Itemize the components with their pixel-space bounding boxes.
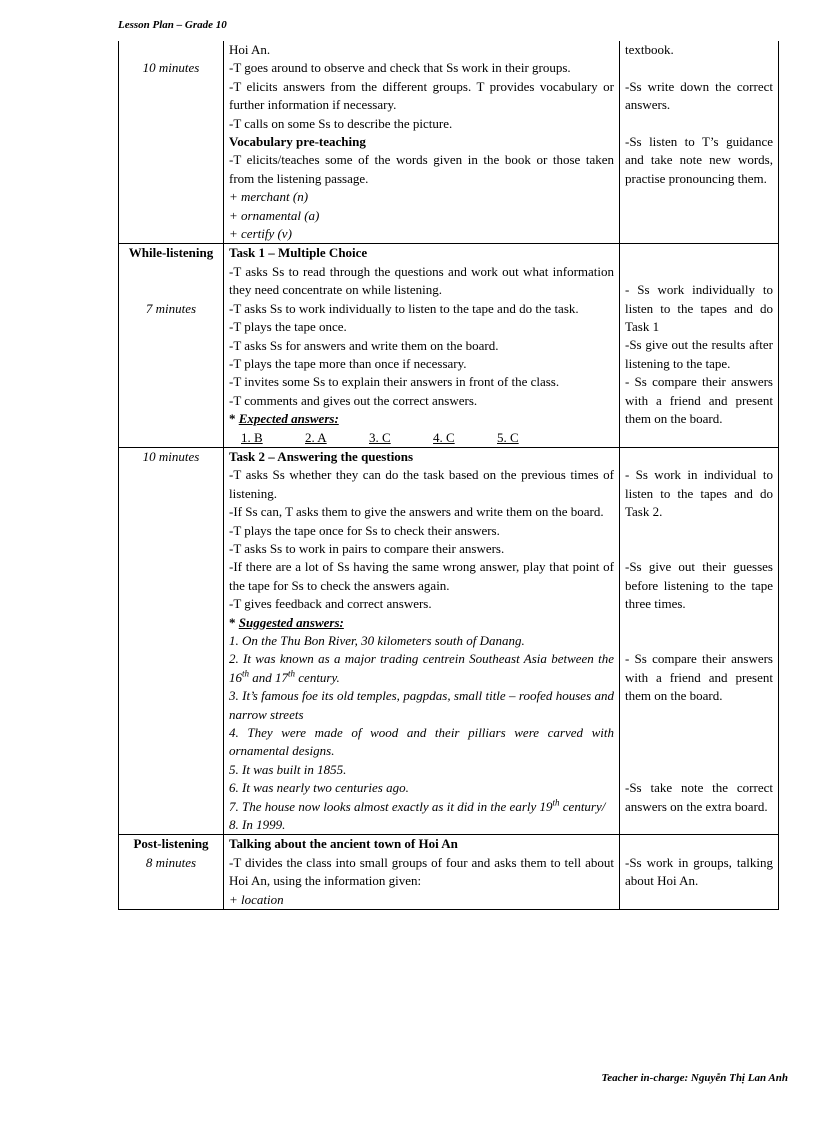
response-line: - Ss work individually to listen to the tapes and do Task 1 [625, 282, 773, 335]
response-line: -Ss take note the correct answers on the extra board. [625, 780, 773, 814]
activity-line: + location [229, 891, 284, 907]
activity-line: -T plays the tape once. [229, 319, 347, 335]
while-listening-task1-row [119, 244, 779, 447]
answer-item: 1. B [241, 429, 263, 445]
response-cell [620, 447, 779, 835]
suggested-answer: 1. On the Thu Bon River, 30 kilometers south of Danang. [229, 633, 525, 648]
section-heading: Vocabulary pre-teaching [229, 134, 366, 150]
response-line: -Ss give out their guesses before listening to the tape three times. [625, 559, 773, 612]
response-line: textbook. [625, 42, 674, 57]
suggested-answer: 6. It was nearly two centuries ago. [229, 780, 409, 796]
while-listening-task2-row [119, 447, 779, 835]
stage-name: Post-listening [133, 836, 209, 852]
activity-line: -T comments and gives out the correct answers. [229, 392, 478, 408]
answer-item: 5. C [497, 429, 519, 445]
activity-line: -T asks Ss to read through the questions and work out what information they need concentrate on while listening. [229, 263, 614, 298]
suggested-answer: 8. In 1999. [229, 817, 286, 833]
response-line: - Ss compare their answers with a friend and present them on the board. [625, 651, 773, 704]
response-line: -Ss work in groups, talking about Hoi An. [625, 854, 773, 889]
lesson-plan-table [118, 41, 779, 910]
suggested-answer: 4. They were made of wood and their pilliars were carved with ornamental designs. [229, 725, 614, 759]
stage-time: 7 minutes [145, 300, 197, 316]
stage-cell [119, 244, 224, 447]
activity-line: -T asks Ss for answers and write them on the board. [229, 337, 499, 353]
activity-line: -T plays the tape once for Ss to check their answers. [229, 522, 500, 538]
activity-line: Hoi An. [229, 42, 271, 57]
activity-line: -If there are a lot of Ss having the same wrong answer, play that point of the tape for Ss to check the answers again. [229, 559, 614, 593]
vocab-item: + certify (v) [229, 226, 292, 242]
activity-line: -If Ss can, T asks them to give the answers and write them on the board. [229, 504, 604, 520]
response-line: -Ss give out the results after listening to the tape. [625, 337, 773, 371]
vocab-item: + ornamental (a) [229, 207, 320, 223]
answer-item: 4. C [433, 429, 455, 445]
activity-line: -T goes around to observe and check that Ss work in their groups. [229, 60, 571, 76]
expected-answers [229, 429, 614, 447]
response-line: -Ss write down the correct answers. [625, 78, 773, 113]
task-title: Talking about the ancient town of Hoi An [229, 836, 458, 852]
response-cell [620, 244, 779, 447]
vocab-item: + merchant (n) [229, 189, 309, 205]
response-line: - Ss work in individual to listen to the tapes and do Task 2. [625, 467, 773, 520]
suggested-answer: 2. It was known as a major trading centrein Southeast Asia between the 16th and 17th century. [229, 651, 614, 685]
page-header: Lesson Plan – Grade 10 [118, 19, 227, 31]
response-line: -Ss listen to T’s guidance and take note new words, practise pronouncing them. [625, 134, 773, 186]
stage-cell [119, 41, 224, 244]
pre-listening-row [119, 41, 779, 244]
answer-item: 2. A [305, 429, 327, 445]
stage-cell [119, 835, 224, 910]
task-title: Task 2 – Answering the questions [229, 448, 414, 464]
response-cell [620, 835, 779, 910]
stage-time: 8 minutes [145, 854, 197, 870]
answer-item: 3. C [369, 429, 391, 445]
suggested-answer: 5. It was built in 1855. [229, 761, 347, 777]
suggested-answer: 7. The house now looks almost exactly as it did in the early 19th century/ [229, 797, 606, 814]
post-listening-row [119, 835, 779, 910]
activity-line: -T elicits/teaches some of the words given in the book or those taken from the listening passage. [229, 152, 614, 186]
stage-name: While-listening [128, 245, 214, 261]
activity-line: -T invites some Ss to explain their answers in front of the class. [229, 374, 560, 390]
response-cell [620, 41, 779, 244]
activity-line: -T divides the class into small groups of four and asks them to tell about Hoi An, using the information given: [229, 854, 614, 889]
suggested-answer: 3. It’s famous foe its old temples, pagpdas, small title – roofed houses and narrow streets [229, 688, 614, 722]
activity-cell [224, 244, 620, 447]
stage-cell [119, 447, 224, 835]
task-title: Task 1 – Multiple Choice [229, 245, 368, 261]
activity-line: -T asks Ss whether they can do the task based on the previous times of listening. [229, 467, 614, 501]
activity-line: -T elicits answers from the different groups. T provides vocabulary or further information if necessary. [229, 78, 614, 113]
activity-line: -T asks Ss to work individually to listen to the tape and do the task. [229, 300, 579, 316]
response-line: - Ss compare their answers with a friend and present them on the board. [625, 374, 773, 427]
stage-time: 10 minutes [142, 448, 200, 464]
expected-answers-heading: * Expected answers: [229, 411, 339, 427]
activity-cell [224, 835, 620, 910]
stage-time: 10 minutes [142, 60, 200, 76]
activity-line: -T calls on some Ss to describe the picture. [229, 115, 453, 131]
page-footer: Teacher in-charge: Nguyễn Thị Lan Anh [601, 1072, 788, 1084]
activity-line: -T plays the tape more than once if necessary. [229, 355, 467, 371]
suggested-answers-heading: * Suggested answers: [229, 614, 344, 630]
activity-line: -T asks Ss to work in pairs to compare their answers. [229, 540, 505, 556]
activity-cell [224, 447, 620, 835]
activity-cell [224, 41, 620, 244]
activity-line: -T gives feedback and correct answers. [229, 596, 432, 612]
